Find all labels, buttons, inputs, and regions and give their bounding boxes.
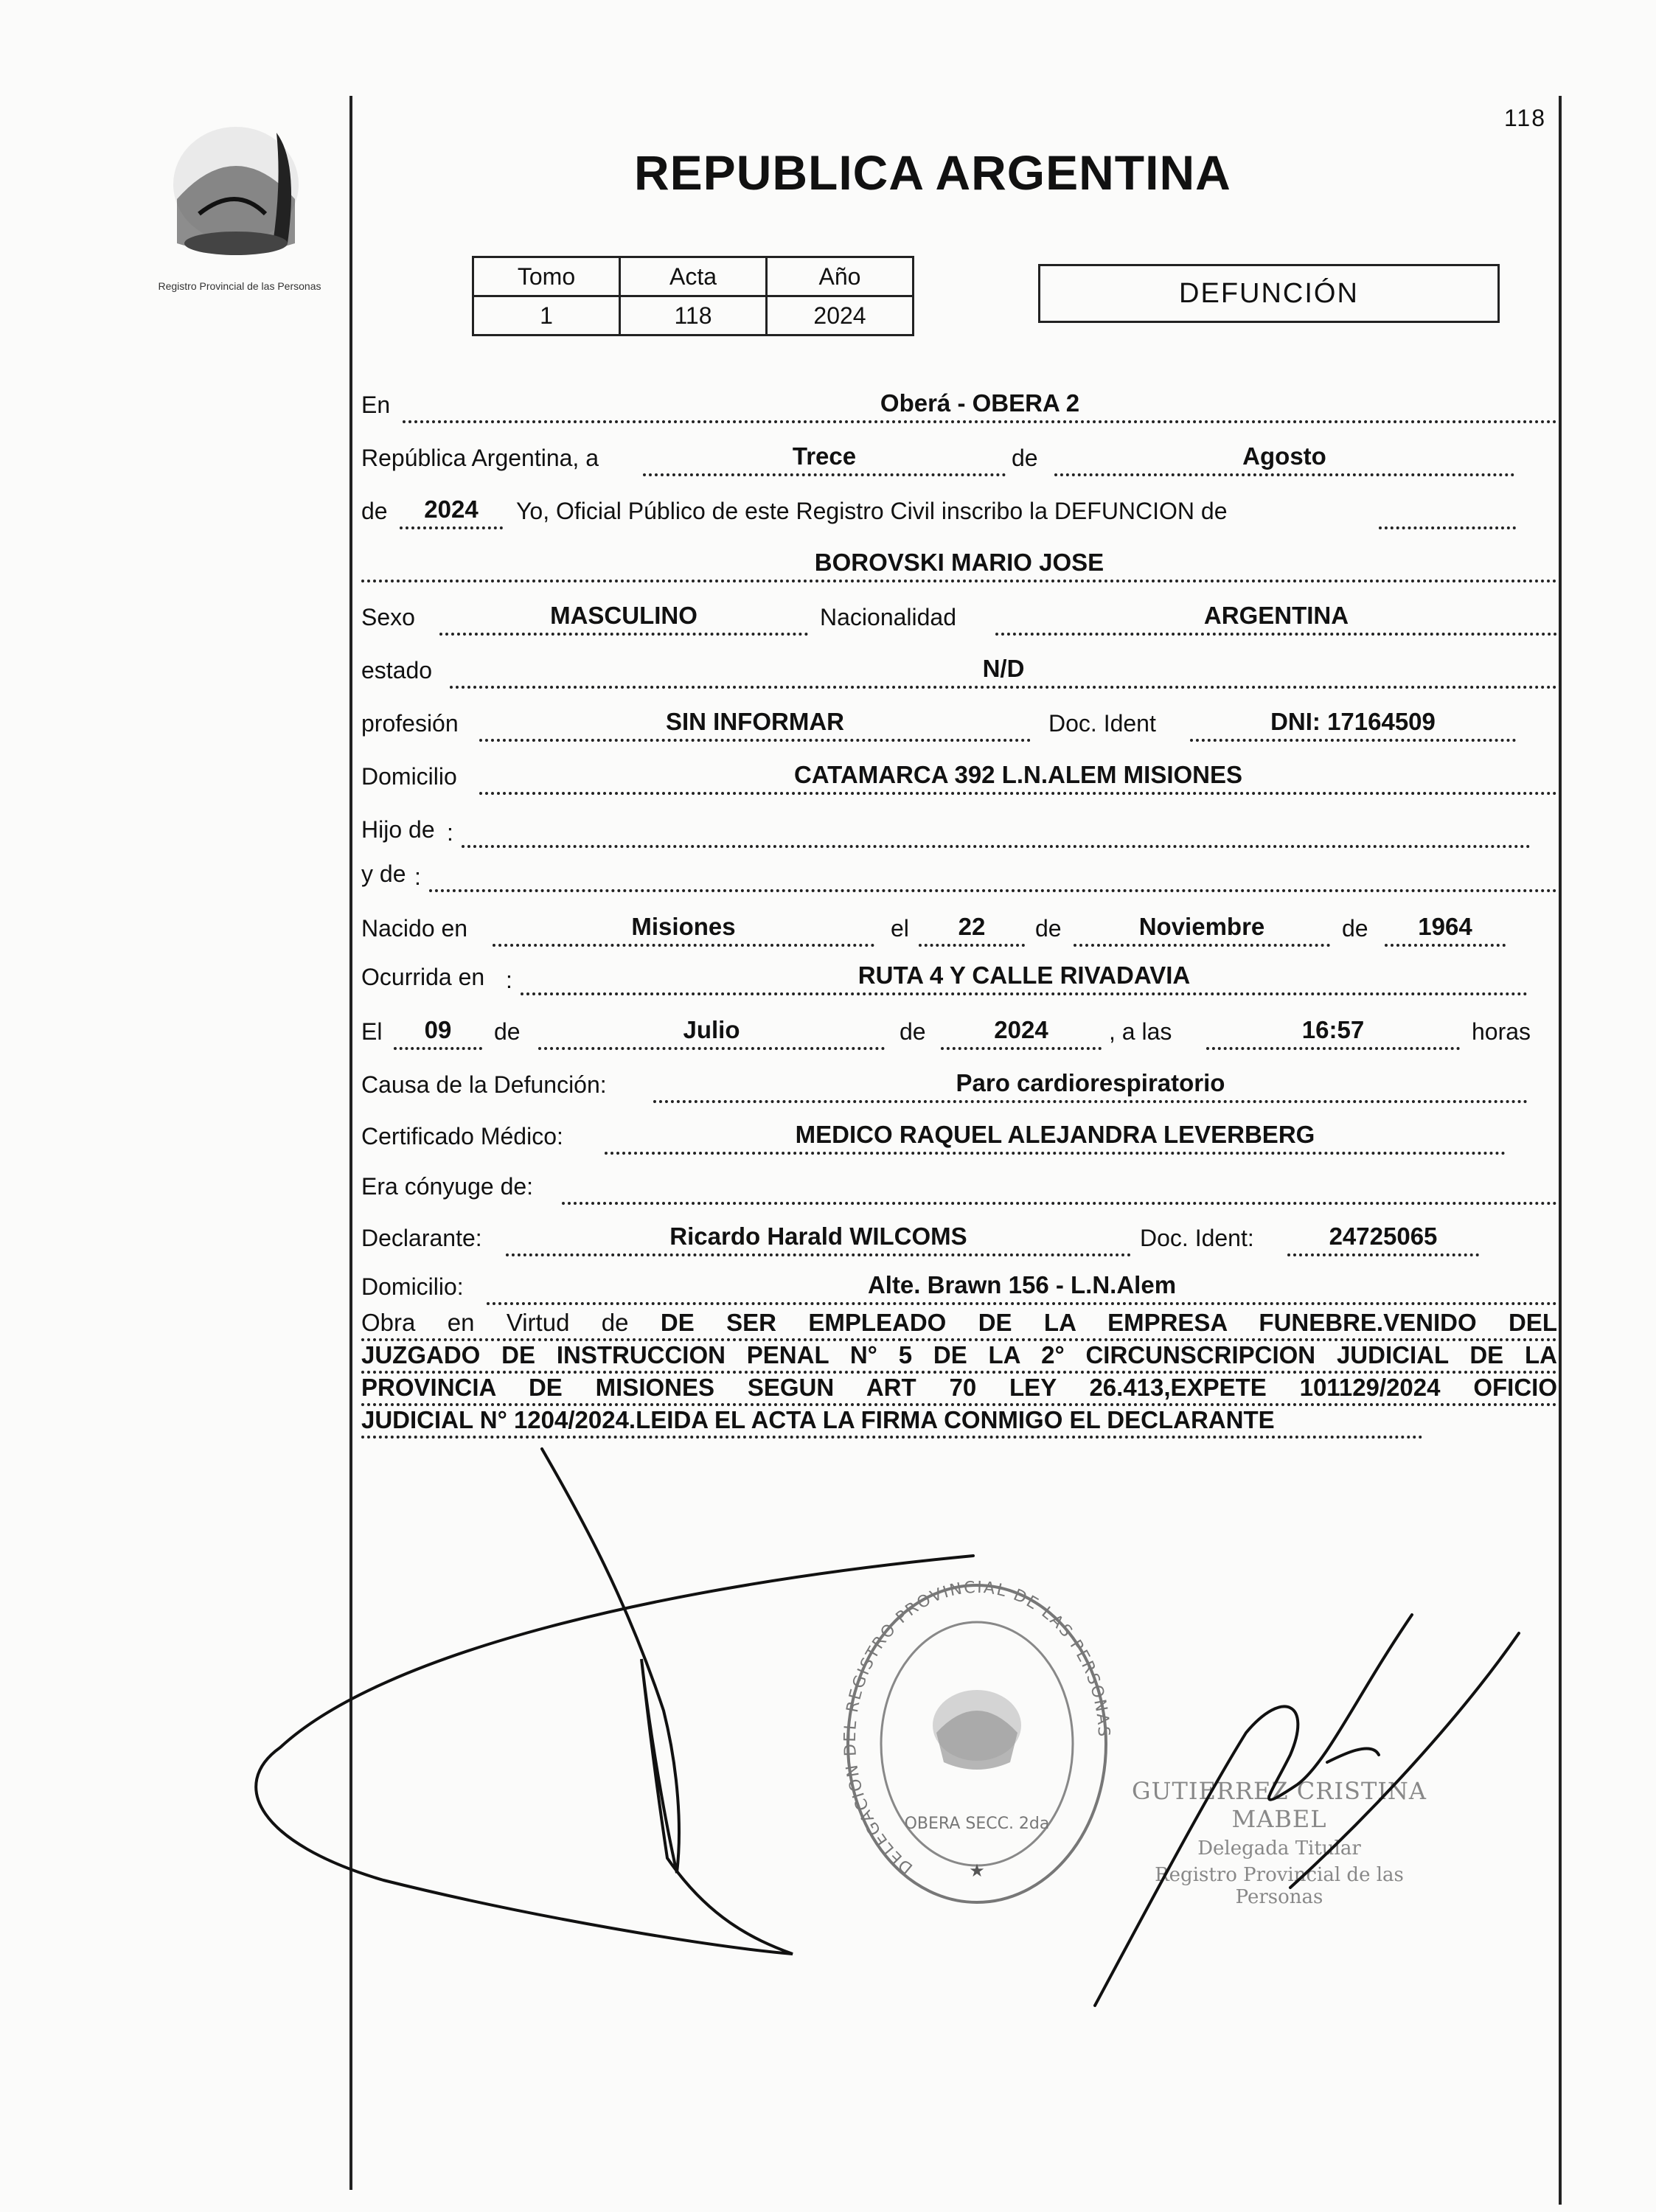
decl-doc-field: 24725065 bbox=[1287, 1220, 1479, 1256]
row-declarante bbox=[361, 1217, 1557, 1261]
registry-caption: Registro Provincial de las Personas bbox=[158, 280, 321, 292]
obra-text-1: DE SER EMPLEADO DE LA EMPRESA FUNEBRE.VENIDO DEL bbox=[660, 1309, 1557, 1336]
decl-domicilio-field: Alte. Brawn 156 - L.N.Alem bbox=[487, 1268, 1557, 1305]
domicilio-field: CATAMARCA 392 L.N.ALEM MISIONES bbox=[479, 758, 1557, 795]
de-label-6: de bbox=[900, 1018, 926, 1045]
def-dia-field: 09 bbox=[394, 1013, 482, 1050]
row-nacimiento bbox=[361, 907, 1557, 951]
nombre-field: BOROVSKI MARIO JOSE bbox=[361, 546, 1557, 582]
profesion-label: profesión bbox=[361, 710, 459, 737]
hijo-de-label: Hijo de bbox=[361, 816, 435, 843]
hijo-de-field bbox=[462, 811, 1531, 848]
row-certificado bbox=[361, 1115, 1557, 1159]
obra-line-2: JUZGADO DE INSTRUCCION PENAL N° 5 DE LA 2° CIRCUNSCRIPCION JUDICIAL DE LA bbox=[361, 1341, 1557, 1374]
nac-mes-field: Noviembre bbox=[1074, 910, 1330, 947]
republica-label: República Argentina, a bbox=[361, 445, 599, 471]
page-number: 118 bbox=[1504, 105, 1547, 131]
tomo-header: Tomo bbox=[473, 257, 620, 296]
de-label-4: de bbox=[1342, 915, 1368, 942]
oficial-text: Yo, Oficial Público de este Registro Civil inscribo la DEFUNCION de bbox=[516, 498, 1228, 524]
row-causa bbox=[361, 1063, 1557, 1107]
row-nombre bbox=[361, 543, 1557, 587]
dia-field: Trece bbox=[643, 439, 1006, 476]
obra-line-1 bbox=[361, 1309, 1557, 1341]
profesion-field: SIN INFORMAR bbox=[479, 705, 1031, 742]
row-fecha-defuncion bbox=[361, 1010, 1557, 1054]
row-hijo-de: Hijo de : bbox=[361, 808, 1557, 852]
nac-anio-field: 1964 bbox=[1385, 910, 1506, 947]
anio-field: 2024 bbox=[400, 493, 503, 529]
certificado-field: MEDICO RAQUEL ALEJANDRA LEVERBERG bbox=[605, 1118, 1506, 1155]
conyuge-field bbox=[562, 1168, 1557, 1205]
en-label: En bbox=[361, 392, 391, 418]
causa-field: Paro cardiorespiratorio bbox=[653, 1066, 1528, 1103]
def-mes-field: Julio bbox=[538, 1013, 885, 1050]
row-y-de: y de : bbox=[361, 852, 1557, 897]
conyuge-label: Era cónyuge de: bbox=[361, 1173, 534, 1200]
def-anio-field: 2024 bbox=[941, 1013, 1102, 1050]
stamp-officer-role: Delegada Titular bbox=[1197, 1837, 1361, 1860]
acta-header: Acta bbox=[620, 257, 767, 296]
oficial-trail-field bbox=[1379, 493, 1516, 529]
acta-value: 118 bbox=[620, 296, 767, 335]
right-margin-rule bbox=[1559, 96, 1562, 2205]
el-cap-label: El bbox=[361, 1018, 383, 1045]
obra-line-4: JUDICIAL N° 1204/2024.LEIDA EL ACTA LA FIRMA CONMIGO EL DECLARANTE bbox=[361, 1406, 1423, 1439]
nac-dia-field: 22 bbox=[919, 910, 1025, 947]
anio-value: 2024 bbox=[767, 296, 914, 335]
row-decl-domicilio bbox=[361, 1265, 1557, 1310]
de-label-2: de bbox=[361, 498, 388, 524]
de-label: de bbox=[1012, 445, 1038, 471]
row-sexo bbox=[361, 596, 1557, 640]
row-domicilio bbox=[361, 755, 1557, 799]
nacionalidad-field: ARGENTINA bbox=[995, 599, 1557, 636]
row-lugar bbox=[361, 383, 1557, 428]
estado-label: estado bbox=[361, 657, 433, 684]
officer-stamp bbox=[1121, 1777, 1438, 1908]
row-estado bbox=[361, 649, 1557, 693]
obra-label: Obra en Virtud de bbox=[361, 1309, 629, 1336]
a-las-label: , a las bbox=[1109, 1018, 1172, 1045]
doc-ident-field: DNI: 17164509 bbox=[1190, 705, 1516, 742]
left-margin-rule bbox=[349, 96, 352, 2190]
y-de-field bbox=[429, 855, 1557, 892]
certificado-label: Certificado Médico: bbox=[361, 1123, 563, 1150]
row-fecha-acta bbox=[361, 437, 1557, 481]
nacido-en-label: Nacido en bbox=[361, 915, 468, 942]
nacido-en-field: Misiones bbox=[493, 910, 874, 947]
declarante-field: Ricardo Harald WILCOMS bbox=[506, 1220, 1131, 1256]
coat-of-arms-emblem bbox=[147, 103, 324, 280]
estado-field: N/D bbox=[450, 652, 1557, 689]
sexo-field: MASCULINO bbox=[439, 599, 808, 636]
anio-header: Año bbox=[767, 257, 914, 296]
svg-text:★: ★ bbox=[969, 1861, 985, 1881]
record-type-box: DEFUNCIÓN bbox=[1038, 264, 1500, 323]
decl-doc-label: Doc. Ident: bbox=[1140, 1225, 1254, 1251]
country-title: REPUBLICA ARGENTINA bbox=[634, 145, 1231, 200]
de-label-5: de bbox=[494, 1018, 521, 1045]
nacionalidad-label: Nacionalidad bbox=[820, 604, 957, 630]
lugar-field: Oberá - OBERA 2 bbox=[403, 386, 1557, 423]
ocurrida-field: RUTA 4 Y CALLE RIVADAVIA bbox=[521, 959, 1528, 995]
stamp-officer-name: GUTIERREZ CRISTINA MABEL bbox=[1131, 1777, 1427, 1833]
row-conyuge bbox=[361, 1165, 1557, 1209]
domicilio-label: Domicilio bbox=[361, 763, 457, 790]
row-oficial bbox=[361, 490, 1557, 534]
official-seal bbox=[841, 1578, 1113, 1924]
y-de-label: y de bbox=[361, 860, 406, 887]
ocurrida-label: Ocurrida en bbox=[361, 964, 485, 990]
tomo-value: 1 bbox=[473, 296, 620, 335]
stamp-office: Registro Provincial de las Personas bbox=[1155, 1864, 1404, 1908]
declarante-label: Declarante: bbox=[361, 1225, 482, 1251]
row-ocurrida: Ocurrida en : RUTA 4 Y CALLE RIVADAVIA bbox=[361, 956, 1557, 1000]
decl-domicilio-label: Domicilio: bbox=[361, 1273, 464, 1300]
horas-label: horas bbox=[1472, 1018, 1531, 1045]
de-label-3: de bbox=[1035, 915, 1062, 942]
seal-ring-text: DELEGACION DEL REGISTRO PROVINCIAL DE LAS PERSONAS bbox=[841, 1578, 1113, 1877]
el-label: el bbox=[891, 915, 909, 942]
hora-field: 16:57 bbox=[1206, 1013, 1460, 1050]
seal-bottom-text: OBERA SECC. 2da bbox=[904, 1815, 1050, 1833]
obra-line-3: PROVINCIA DE MISIONES SEGUN ART 70 LEY 26.413,EXPETE 101129/2024 OFICIO bbox=[361, 1374, 1557, 1406]
mes-field: Agosto bbox=[1054, 439, 1514, 476]
doc-ident-label: Doc. Ident bbox=[1048, 710, 1156, 737]
causa-label: Causa de la Defunción: bbox=[361, 1071, 607, 1098]
record-table bbox=[472, 256, 914, 336]
obra-en-virtud-paragraph bbox=[361, 1309, 1557, 1439]
row-profesion bbox=[361, 702, 1557, 746]
sexo-label: Sexo bbox=[361, 604, 415, 630]
